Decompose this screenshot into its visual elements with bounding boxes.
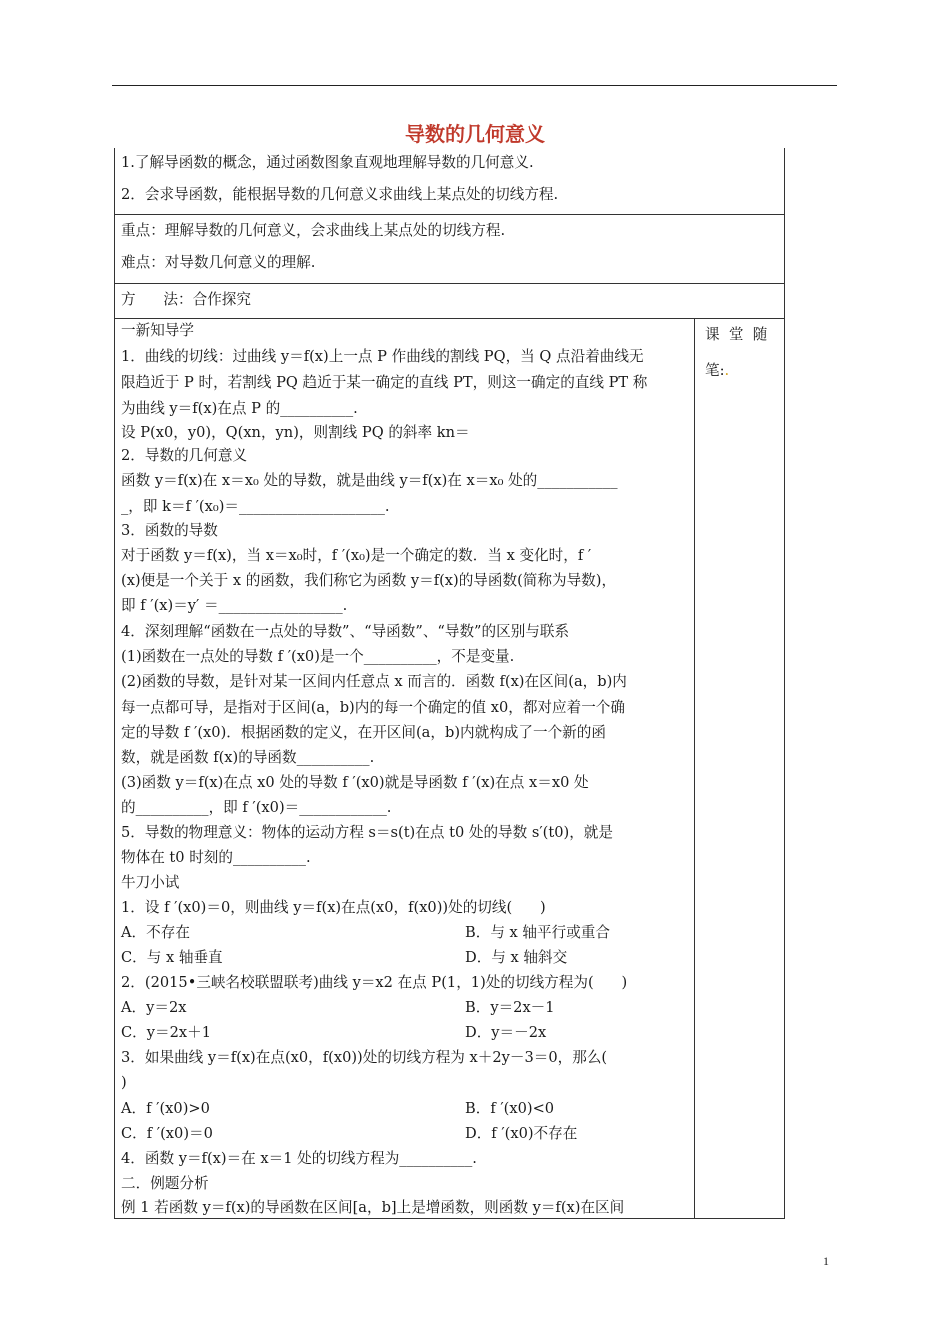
objective-2: 2．会求导函数，能根据导数的几何意义求曲线上某点处的切线方程.: [121, 186, 559, 203]
text-line: 3．函数的导数: [121, 522, 218, 539]
side-note-label: [705, 360, 729, 382]
side-note-dot: .: [724, 362, 730, 379]
q1-option-a: A．不存在: [121, 924, 190, 941]
question-4: 4．函数 y＝f(x)＝在 x＝1 处的切线方程为__________.: [121, 1150, 477, 1167]
text-line: 一新知导学: [121, 322, 194, 339]
q2-option-d: D．y＝－2x: [465, 1024, 547, 1041]
q2-option-b: B．y＝2x－1: [465, 999, 555, 1016]
text-line: 限趋近于 P 时，若割线 PQ 趋近于某一确定的直线 PT，则这一确定的直线 PT 称: [121, 374, 648, 391]
table-border-left: [114, 148, 115, 1219]
key-point: 重点：理解导数的几何意义，会求曲线上某点处的切线方程.: [121, 222, 506, 239]
q3-option-c: C．f ′(x0)＝0: [121, 1125, 213, 1142]
text-line: 即 f ′(x)＝y′ ＝_________________.: [121, 597, 348, 614]
q3-option-d: D．f ′(x0)不存在: [465, 1125, 578, 1142]
table-border-right: [784, 148, 785, 1219]
text-line: 物体在 t0 时刻的__________.: [121, 849, 311, 866]
text-line: 函数 y＝f(x)在 x＝x₀ 处的导数，就是曲线 y＝f(x)在 x＝x₀ 处的___________: [121, 472, 618, 489]
text-line: (1)函数在一点处的导数 f ′(x0)是一个__________，不是变量.: [121, 648, 515, 665]
question-2: 2．(2015•三峡名校联盟联考)曲线 y＝x2 在点 P(1，1)处的切线方程为( ): [121, 974, 628, 991]
row-divider-1: [114, 214, 785, 215]
header-rule: [112, 85, 837, 86]
text-line: 4．深刻理解“函数在一点处的导数”、“导函数”、“导数”的区别与联系: [121, 623, 570, 640]
text-line: 定的导数 f ′(x0)．根据函数的定义，在开区间(a，b)内就构成了一个新的函: [121, 724, 606, 741]
text-line: (x)便是一个关于 x 的函数，我们称它为函数 y＝f(x)的导函数(简称为导数)，: [121, 572, 617, 589]
text-line: 设 P(x0，y0)，Q(xn，yn)，则割线 PQ 的斜率 kn＝: [121, 424, 470, 441]
question-3-cont: ): [121, 1074, 127, 1091]
page-number: 1: [823, 1254, 829, 1268]
q3-option-b: B．f ′(x0)<0: [465, 1100, 555, 1117]
row-divider-2: [114, 283, 785, 284]
text-line: 每一点都可导，是指对于区间(a，b)内的每一个确定的值 x0，都对应着一个确: [121, 699, 625, 716]
text-line: 的__________，即 f ′(x0)＝____________.: [121, 799, 392, 816]
text-line: 1．曲线的切线：过曲线 y＝f(x)上一点 P 作曲线的割线 PQ，当 Q 点沿着曲线无: [121, 348, 644, 365]
q2-option-c: C．y＝2x＋1: [121, 1024, 211, 1041]
q1-option-d: D．与 x 轴斜交: [465, 949, 568, 966]
question-1: 1．设 f ′(x0)＝0，则曲线 y＝f(x)在点(x0，f(x0))处的切线( ): [121, 899, 546, 916]
q1-option-b: B．与 x 轴平行或重合: [465, 924, 610, 941]
side-note-text: 笔:: [705, 362, 725, 379]
column-divider: [694, 318, 695, 1219]
text-line: 牛刀小试: [121, 874, 180, 891]
objective-1: 1.了解导函数的概念，通过函数图象直观地理解导数的几何意义.: [121, 154, 534, 171]
text-line: 2．导数的几何意义: [121, 447, 248, 464]
method-line: 方 法：合作探究: [121, 291, 251, 308]
text-line: 数，就是函数 f(x)的导函数__________.: [121, 749, 375, 766]
q3-option-a: A．f ′(x0)>0: [121, 1100, 210, 1117]
page-title: 导数的几何意义: [405, 122, 545, 146]
question-3: 3．如果曲线 y＝f(x)在点(x0，f(x0))处的切线方程为 x＋2y－3＝0，那么(: [121, 1049, 608, 1066]
text-line: (2)函数的导数，是针对某一区间内任意点 x 而言的．函数 f(x)在区间(a，b)内: [121, 673, 627, 690]
section-heading: 二．例题分析: [121, 1175, 209, 1192]
side-note-heading: 课 堂 随: [705, 326, 768, 343]
difficult-point: 难点：对导数几何意义的理解.: [121, 254, 316, 271]
row-divider-3: [114, 318, 785, 319]
example-1: 例 1 若函数 y＝f(x)的导函数在区间[a，b]上是增函数，则函数 y＝f(x)在区间: [121, 1199, 625, 1216]
text-line: 对于函数 y＝f(x)，当 x＝x₀时，f ′(x₀)是一个确定的数．当 x 变化时，f ′: [121, 547, 592, 564]
q1-option-c: C．与 x 轴垂直: [121, 949, 223, 966]
text-line: 5．导数的物理意义：物体的运动方程 s＝s(t)在点 t0 处的导数 s′(t0)，就是: [121, 824, 613, 841]
q2-option-a: A．y＝2x: [121, 999, 187, 1016]
text-line: (3)函数 y＝f(x)在点 x0 处的导数 f ′(x0)就是导函数 f ′(x)在点 x＝x0 处: [121, 774, 589, 791]
text-line: 为曲线 y＝f(x)在点 P 的__________.: [121, 400, 358, 417]
text-line: _，即 k＝f ′(x₀)＝____________________.: [121, 498, 390, 515]
